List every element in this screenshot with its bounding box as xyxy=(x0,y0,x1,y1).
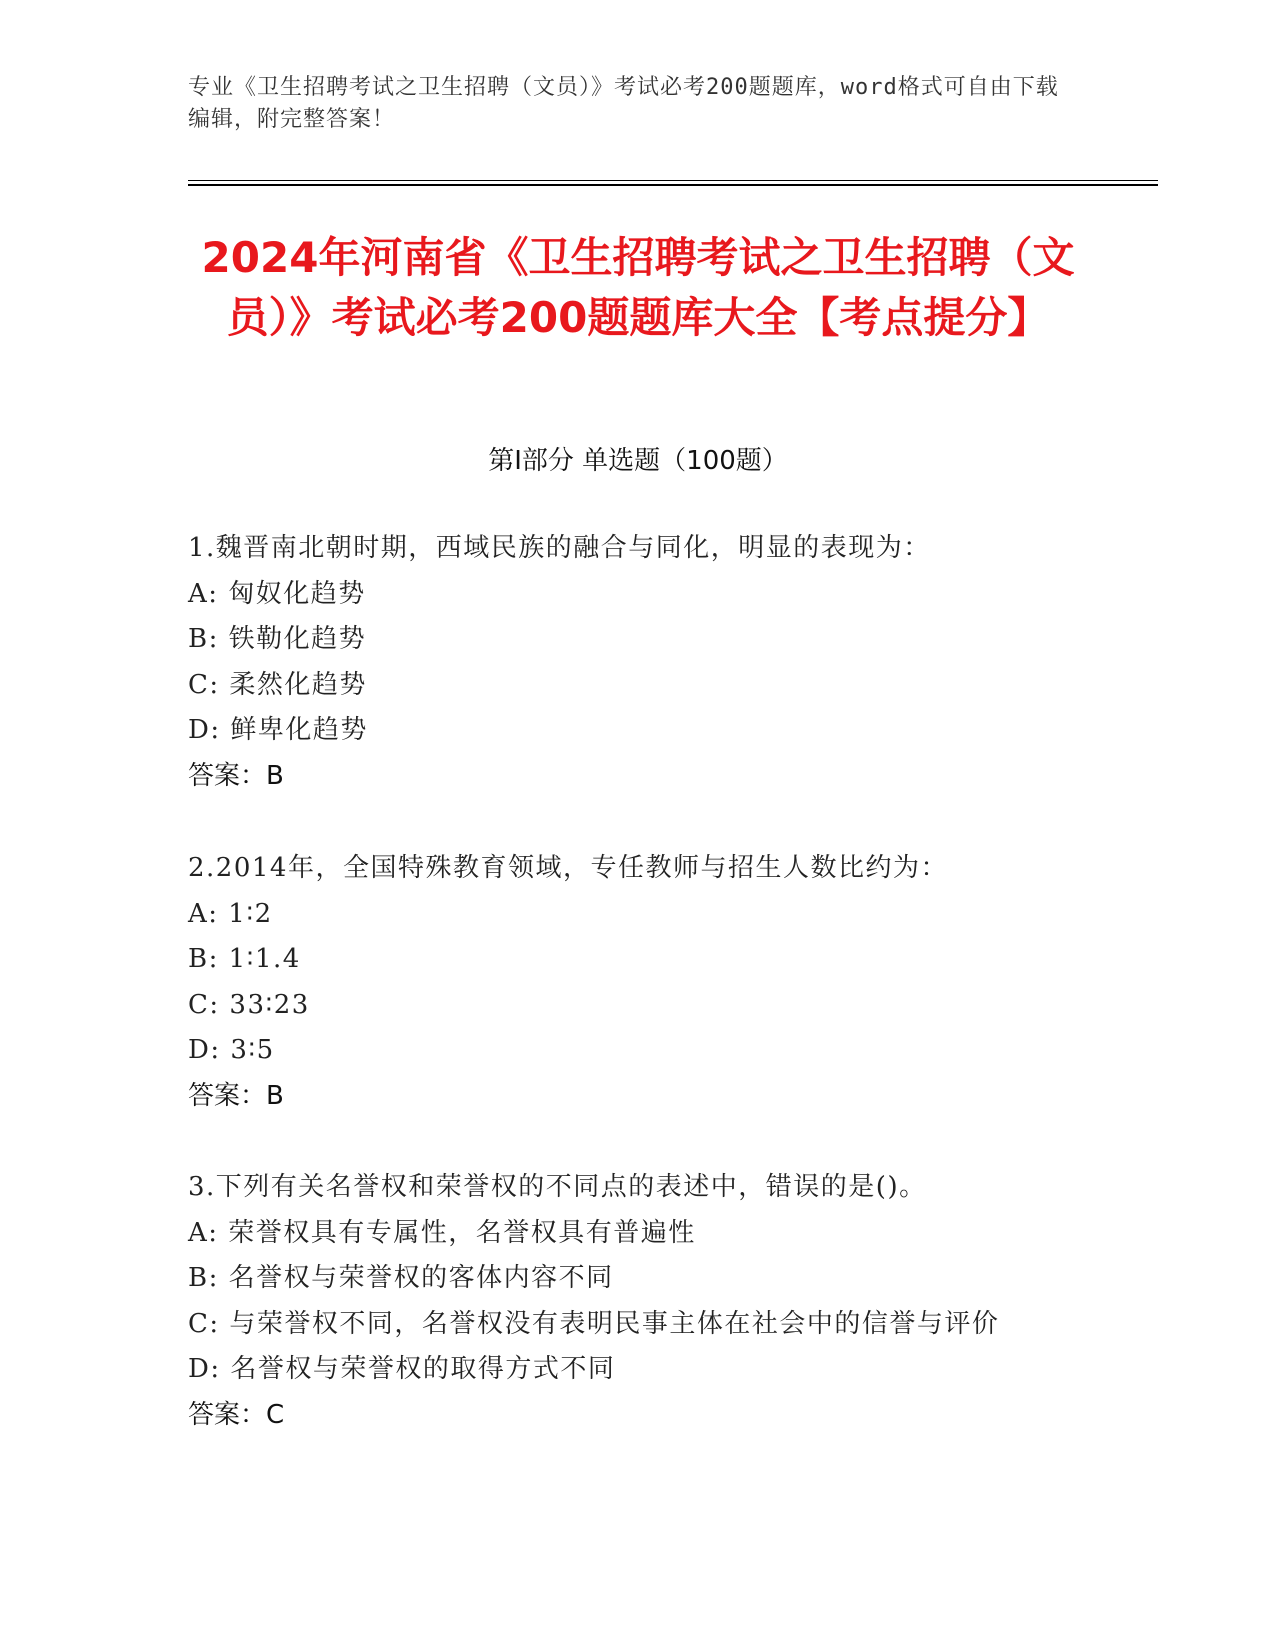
section-title: 第I部分 单选题（100题） xyxy=(488,446,788,476)
option-d: D: 名誉权与荣誉权的取得方式不同 xyxy=(188,1354,616,1385)
header-note: 专业《卫生招聘考试之卫生招聘（文员）》考试必考200题题库，word格式可自由下载编辑，附完整答案！ xyxy=(188,75,1059,132)
question-1 xyxy=(188,526,1148,800)
question-stem: 3.下列有关名誉权和荣誉权的不同点的表述中，错误的是()。 xyxy=(188,1172,927,1202)
option-c: C: 33∶23 xyxy=(188,989,310,1020)
answer: 答案：B xyxy=(188,760,284,791)
answer: 答案：B xyxy=(188,1080,284,1111)
option-a: A: 匈奴化趋势 xyxy=(188,578,366,609)
option-d: D: 3∶5 xyxy=(188,1035,275,1066)
option-a: A: 荣誉权具有专属性，名誉权具有普遍性 xyxy=(188,1217,696,1248)
option-b: B: 1∶1.4 xyxy=(188,944,301,975)
option-b: B: 铁勒化趋势 xyxy=(188,624,367,655)
header-divider xyxy=(188,180,1158,181)
question-stem: 2.2014年，全国特殊教育领域，专任教师与招生人数比约为： xyxy=(188,853,948,883)
option-b: B: 名誉权与荣誉权的客体内容不同 xyxy=(188,1263,614,1294)
document-title: 2024年河南省《卫生招聘考试之卫生招聘（文员）》考试必考200题题库大全【考点提分】 xyxy=(201,233,1075,342)
option-d: D: 鲜卑化趋势 xyxy=(188,715,368,746)
option-c: C: 柔然化趋势 xyxy=(188,669,367,700)
option-a: A: 1∶2 xyxy=(188,898,273,929)
question-2 xyxy=(188,846,1148,1120)
question-3 xyxy=(188,1165,1148,1439)
header-divider-thick xyxy=(188,184,1158,186)
option-c: C: 与荣誉权不同，名誉权没有表明民事主体在社会中的信誉与评价 xyxy=(188,1308,1000,1339)
answer: 答案：C xyxy=(188,1399,285,1430)
question-stem: 1.魏晋南北朝时期，西域民族的融合与同化，明显的表现为： xyxy=(188,533,931,563)
